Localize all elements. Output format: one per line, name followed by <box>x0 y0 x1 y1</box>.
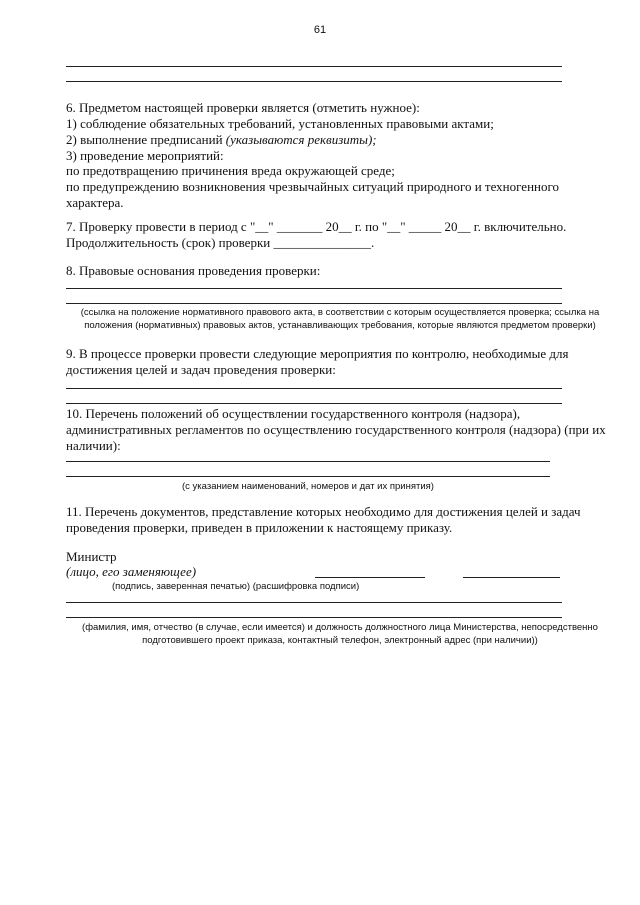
blank-line <box>66 303 562 304</box>
item11-line2: проведения проверки, приведен в приложении к настоящему приказу. <box>66 520 453 535</box>
item11-line1: 11. Перечень документов, представление которых необходимо для достижения целей и задач <box>66 504 581 519</box>
item8-note-line2: положения (нормативных) правовых актов, устанавливающих требования, которые являются предметом проверки) <box>84 320 596 331</box>
item10-line1: 10. Перечень положений об осуществлении государственного контроля (надзора), <box>66 406 521 421</box>
blank-line <box>66 461 550 462</box>
footer-note-line1: (фамилия, имя, отчество (в случае, если имеется) и должность должностного лица Министерства, непосредственно <box>82 622 598 633</box>
footer-note-line2: подготовившего проект приказа, контактный телефон, электронный адрес (при наличии)) <box>142 635 538 646</box>
signatory-substitute: (лицо, его заменяющее) <box>66 564 197 579</box>
item9-line1: 9. В процессе проверки провести следующие мероприятия по контролю, необходимые для <box>66 346 569 361</box>
item7-line2: Продолжительность (срок) проверки _______________. <box>66 235 375 250</box>
signature-caption: (подпись, заверенная печатью) (расшифровка подписи) <box>112 581 360 592</box>
blank-line <box>66 403 562 404</box>
item10-note: (с указанием наименований, номеров и дат их принятия) <box>182 481 434 492</box>
item8-heading: 8. Правовые основания проведения проверки: <box>66 263 321 278</box>
signature-decoding-line <box>463 577 560 578</box>
blank-line <box>66 617 562 618</box>
item6-line-a: по предотвращению причинения вреда окружающей среде; <box>66 163 395 178</box>
item6-option2-italic: (указываются реквизиты); <box>225 132 377 147</box>
item6-option3: 3) проведение мероприятий: <box>66 148 224 163</box>
blank-line <box>66 66 562 67</box>
item6-line-c: характера. <box>66 195 124 210</box>
signatory-title: Министр <box>66 549 117 564</box>
blank-line <box>66 476 550 477</box>
item10-line2: административных регламентов по осуществлению государственного контроля (надзора) (при их <box>66 422 606 437</box>
blank-line <box>66 388 562 389</box>
item6-heading: 6. Предметом настоящей проверки является (отметить нужное): <box>66 100 420 115</box>
item8-note-line1: (ссылка на положение нормативного правового акта, в соответствии с которым осуществляется проверка; ссылка на <box>80 307 600 318</box>
item6-line-b: по предупреждению возникновения чрезвычайных ситуаций природного и техногенного <box>66 179 559 194</box>
item7-line1: 7. Проверку провести в период с "__" _______ 20__ г. по "__" _____ 20__ г. включительно. <box>66 219 567 234</box>
blank-line <box>66 81 562 82</box>
page-number: 61 <box>313 24 327 36</box>
signature-line <box>315 577 425 578</box>
item6-option1: 1) соблюдение обязательных требований, установленных правовыми актами; <box>66 116 494 131</box>
blank-line <box>66 602 562 603</box>
item6-option2 <box>66 132 377 148</box>
blank-line <box>66 288 562 289</box>
item10-line3: наличии): <box>66 438 121 453</box>
item6-option2-text: 2) выполнение предписаний <box>66 132 226 147</box>
item9-line2: достижения целей и задач проведения проверки: <box>66 362 336 377</box>
